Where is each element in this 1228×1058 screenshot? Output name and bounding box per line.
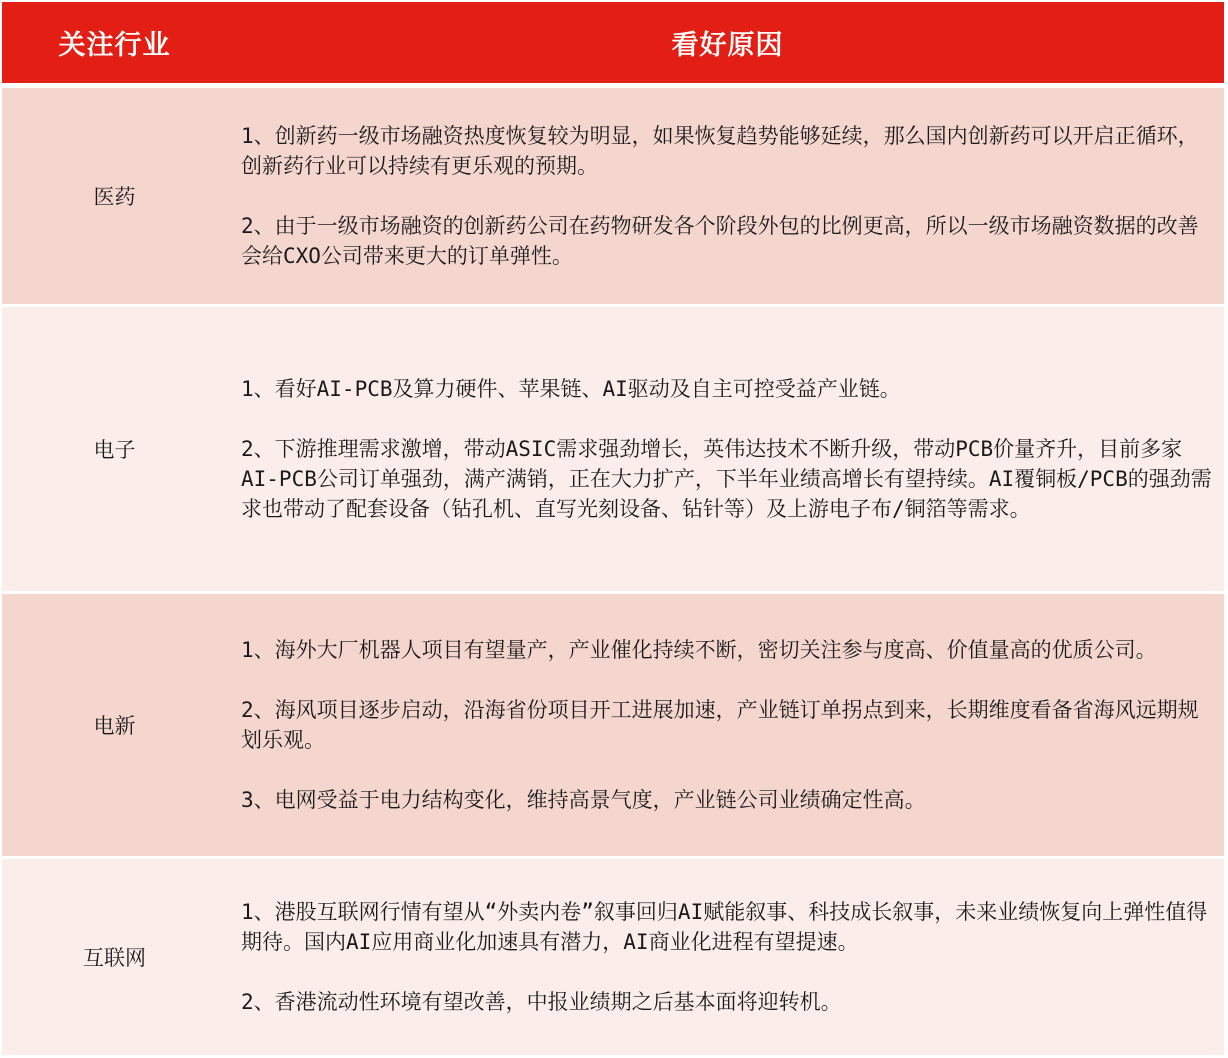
industry-table xyxy=(2,2,1224,1055)
industry-cell: 医药 xyxy=(93,185,136,209)
reason-paragraph: 3、电网受益于电力结构变化，维持高景气度，产业链公司业绩确定性高。 xyxy=(241,788,926,812)
reasons-cell xyxy=(231,859,1224,1055)
reason-paragraph: 1、海外大厂机器人项目有望量产，产业催化持续不断，密切关注参与度高、价值量高的优质公司。 xyxy=(241,638,1157,662)
industry-cell: 电新 xyxy=(93,714,136,738)
reason-paragraph: 1、港股互联网行情有望从“外卖内卷”叙事回归AI赋能叙事、科技成长叙事，未来业绩恢复向上弹性值得期待。国内AI应用商业化加速具有潜力，AI商业化进程有望提速。 xyxy=(241,900,1208,954)
table-row xyxy=(2,859,1224,1055)
reasons-cell xyxy=(231,88,1224,304)
reason-paragraph: 2、海风项目逐步启动，沿海省份项目开工进展加速，产业链订单拐点到来，长期维度看备省海风远期规划乐观。 xyxy=(241,698,1199,752)
reason-paragraph: 2、下游推理需求激增，带动ASIC需求强劲增长，英伟达技术不断升级，带动PCB价量齐升，目前多家AI-PCB公司订单强劲，满产满销，正在大力扩产，下半年业绩高增长有望持续。AI覆铜板/PCB的强劲需求也带动了配套设备（钻孔机、直写光刻设备、钻针等）及上游电子布/铜箔等需求。 xyxy=(241,437,1212,521)
reason-paragraph: 1、看好AI-PCB及算力硬件、苹果链、AI驱动及自主可控受益产业链。 xyxy=(241,377,901,401)
table-row xyxy=(2,88,1224,304)
header-industry: 关注行业 xyxy=(58,30,171,61)
industry-cell: 互联网 xyxy=(83,946,146,970)
reason-paragraph: 1、创新药一级市场融资热度恢复较为明显，如果恢复趋势能够延续，那么国内创新药可以开启正循环，创新药行业可以持续有更乐观的预期。 xyxy=(241,124,1199,178)
header-reasons: 看好原因 xyxy=(671,30,784,61)
reason-paragraph: 2、由于一级市场融资的创新药公司在药物研发各个阶段外包的比例更高，所以一级市场融资数据的改善会给CXO公司带来更大的订单弹性。 xyxy=(241,214,1199,268)
industry-cell: 电子 xyxy=(93,438,136,462)
reason-paragraph: 2、香港流动性环境有望改善，中报业绩期之后基本面将迎转机。 xyxy=(241,990,842,1014)
reasons-cell xyxy=(231,594,1224,856)
reasons-cell xyxy=(231,307,1224,591)
table-row xyxy=(2,594,1224,856)
table-row xyxy=(2,307,1224,591)
table-header xyxy=(2,2,1224,83)
